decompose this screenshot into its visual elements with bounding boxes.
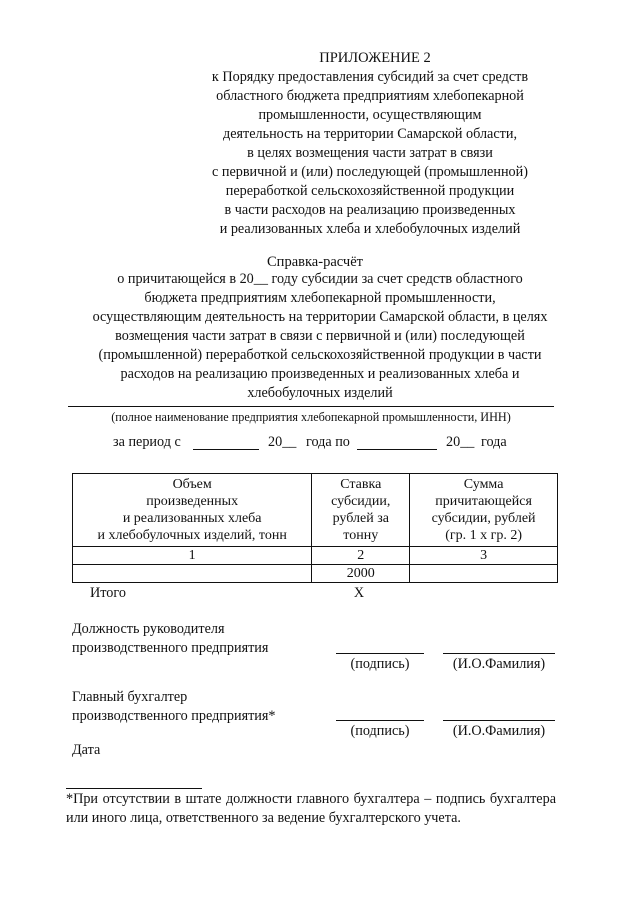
label-line: Должность руководителя (72, 621, 225, 637)
appendix-line: областного бюджета предприятиям хлебопекарной (216, 88, 524, 104)
head-name-line (443, 653, 555, 654)
head-name-caption: (И.О.Фамилия) (452, 656, 546, 672)
header-text: тонну (343, 528, 379, 543)
header-text: рублей за (332, 511, 389, 526)
accountant-position-label (72, 688, 276, 726)
column-number: 2 (312, 547, 410, 565)
header-text: причитающейся (435, 494, 532, 509)
column-number: 1 (73, 547, 312, 565)
label-line: производственного предприятия* (72, 708, 276, 724)
label-line: Главный бухгалтер (72, 689, 188, 705)
accountant-signature-caption: (подпись) (350, 723, 410, 739)
appendix-line: с первичной и (или) последующей (промышленной) (212, 164, 528, 180)
header-text: и хлебобулочных изделий, тонн (97, 528, 287, 543)
footnote-separator (66, 788, 202, 789)
header-text: Объем (172, 477, 212, 492)
org-name-line (68, 406, 554, 407)
org-name-caption: (полное наименование предприятия хлебопекарной промышленности, ИНН) (111, 410, 511, 424)
table-number-row (73, 547, 558, 565)
subject-line: (промышленной) переработкой сельскохозяйственной продукции в части (98, 347, 542, 363)
footnote-text: *При отсутствии в штате должности главного бухгалтера – подпись бухгалтера или иного лица, ответственного за ведение бухгалтерского учета. (66, 791, 556, 826)
header-text: Сумма (463, 477, 504, 492)
header-volume (73, 474, 312, 547)
total-mark: Х (353, 585, 365, 601)
document-subject (50, 270, 590, 403)
appendix-line: промышленности, осуществляющим (258, 107, 482, 123)
date-label: Дата (72, 742, 101, 758)
document-title: Справка-расчёт (267, 254, 363, 270)
period-from-blank (193, 449, 259, 450)
calculation-table (72, 473, 558, 583)
appendix-title: ПРИЛОЖЕНИЕ 2 (319, 50, 431, 66)
header-amount (410, 474, 558, 547)
period-year2: 20__ (446, 434, 475, 450)
header-text: Ставка (340, 477, 382, 492)
volume-cell (73, 565, 312, 583)
appendix-line: переработкой сельскохозяйственной продукции (225, 183, 515, 199)
subject-line: расходов на реализацию произведенных и реализованных хлеба и (120, 366, 520, 382)
column-number: 3 (410, 547, 558, 565)
header-text: и реализованных хлеба (122, 511, 262, 526)
subject-line: бюджета предприятиям хлебопекарной промышленности, (144, 290, 496, 306)
period-year-label: года (481, 434, 507, 450)
head-signature-caption: (подпись) (350, 656, 410, 672)
table-row (73, 565, 558, 583)
table-header-row (73, 474, 558, 547)
header-text: субсидии, рублей (431, 511, 536, 526)
appendix-subtitle (180, 68, 560, 239)
head-position-label (72, 620, 268, 658)
head-signature-line (336, 653, 424, 654)
amount-cell (410, 565, 558, 583)
total-label: Итого (90, 585, 126, 601)
appendix-line: деятельность на территории Самарской области, (223, 126, 517, 142)
accountant-signature-line (336, 720, 424, 721)
label-line: производственного предприятия (72, 640, 269, 656)
period-to-label: года по (306, 434, 350, 450)
subject-line: возмещения части затрат в связи с первичной и (или) последующей (115, 328, 525, 344)
accountant-name-line (443, 720, 555, 721)
appendix-line: в части расходов на реализацию произведенных (224, 202, 516, 218)
header-rate (312, 474, 410, 547)
header-text: (гр. 1 х гр. 2) (445, 528, 522, 543)
subject-line: о причитающейся в 20__ году субсидии за счет средств областного (117, 271, 523, 287)
period-year1: 20__ (268, 434, 297, 450)
period-to-blank (357, 449, 437, 450)
header-text: субсидии, (331, 494, 391, 509)
subject-line: осуществляющим деятельность на территории Самарской области, в целях (92, 309, 548, 325)
appendix-line: и реализованных хлеба и хлебобулочных изделий (219, 221, 521, 237)
header-text: произведенных (146, 494, 239, 509)
accountant-name-caption: (И.О.Фамилия) (452, 723, 546, 739)
rate-value-cell: 2000 (312, 565, 410, 583)
period-from-label: за период с (113, 434, 181, 450)
subject-line: хлебобулочных изделий (247, 385, 393, 401)
appendix-line: к Порядку предоставления субсидий за счет средств (211, 69, 529, 85)
appendix-line: в целях возмещения части затрат в связи (247, 145, 493, 161)
